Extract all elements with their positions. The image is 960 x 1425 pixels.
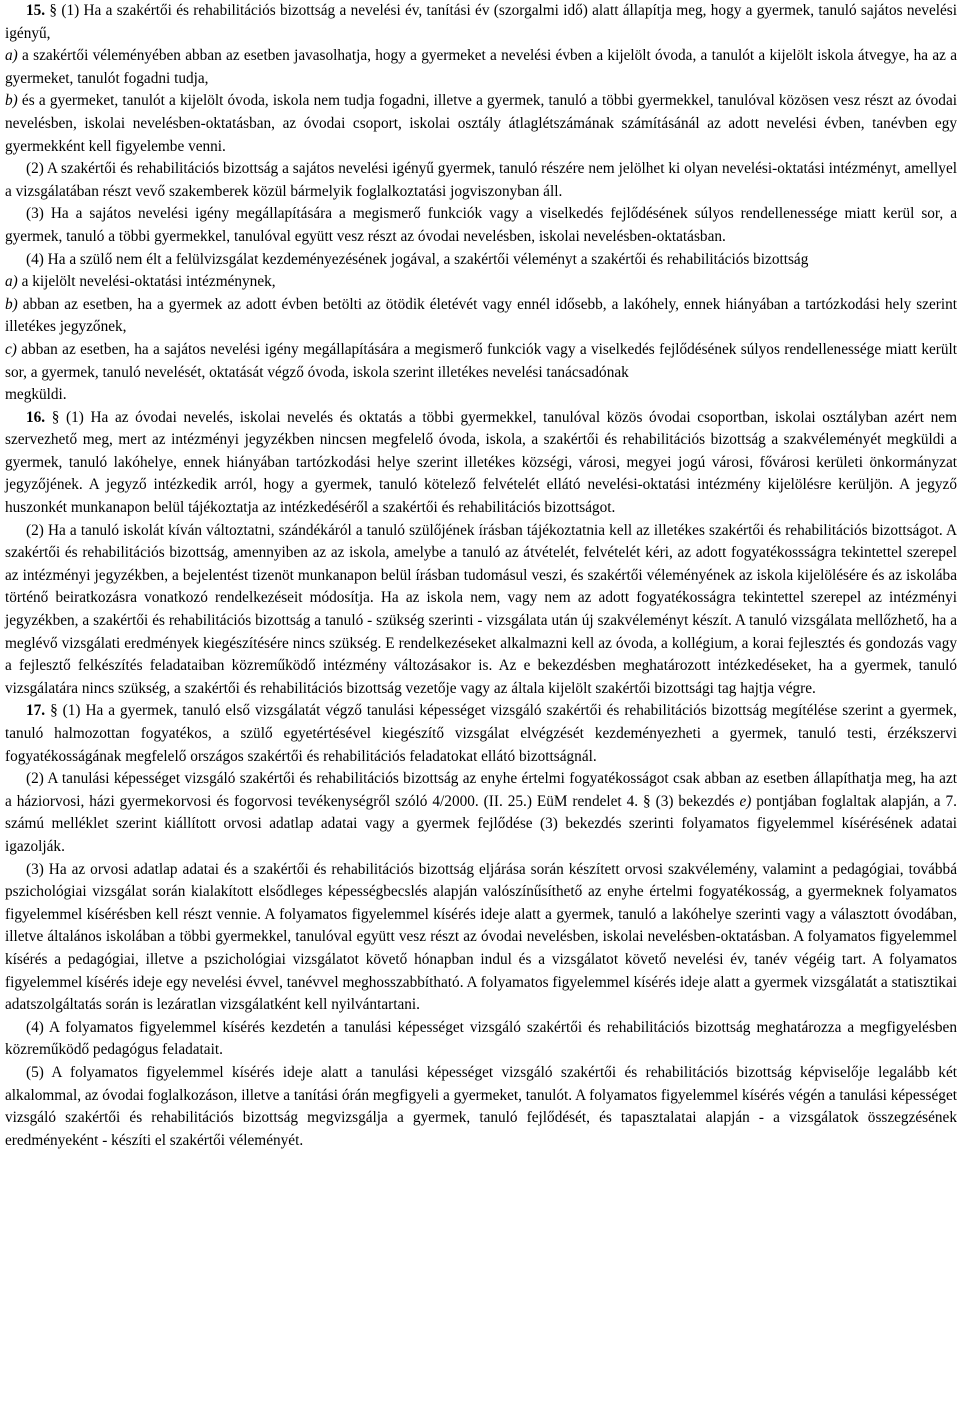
s16-paragraph-1 xyxy=(5,407,957,520)
s15-point-a-text: a szakértői véleményében abban az esetben javasolhatja, hogy a gyermeket a nevelési évben a kijelölt óvoda, a tanulót a kijelölt iskola átvegye, ha az a gyermeket, tanulót fogadni tudja, xyxy=(5,47,957,87)
s15-p4-point-c xyxy=(5,339,957,384)
s15-point-b-mark: b) xyxy=(5,92,18,110)
s15-paragraph-4: (4) Ha a szülő nem élt a felülvizsgálat kezdeményezésének jogával, a szakértői véleményt a szakértői és rehabilitációs bizottság xyxy=(26,250,809,268)
s15-p4-point-b-text: abban az esetben, ha a gyermek az adott évben betölti az ötödik életévét vagy ennél idősebb, a lakóhely, ennek hiányában a tartózkodási hely szerint illetékes jegyzőnek, xyxy=(5,295,957,336)
s17-p2-text-post: pontjában foglaltak alapján, a 7. számú melléklet szerint kiállított orvosi adatlap adatai vagy a gyermek fejlődése (3) bekezdés szerinti folyamatos figyelemmel kísérésének adatai igazolják. xyxy=(5,792,958,855)
s15-point-a xyxy=(5,45,957,90)
s15-p4-point-a-mark: a) xyxy=(5,273,18,291)
s17-p1-text: § (1) Ha a gyermek, tanuló első vizsgálatát végző tanulási képességet vizsgáló szakértői és rehabilitációs bizottság megítélése szerint a gyermek, tanuló halmozottan fogyatékos, a szülő egyetértésével kiegészítő vizsgálat elvégzését kezdeményezheti a gyermek, tanuló testi, érzékszervi fogyatékosságának megfelelő országos szakértői és rehabilitációs feladatokat ellátó bizottságnál. xyxy=(5,702,957,765)
s15-point-a-mark: a) xyxy=(5,47,18,65)
s15-p1-text: § (1) Ha a szakértői és rehabilitációs bizottság a nevelési év, tanítási év (szorgalmi idő) alatt állapítja meg, hogy a gyermek, tanuló sajátos nevelési igényű, xyxy=(5,2,957,42)
s17-paragraph-5: (5) A folyamatos figyelemmel kísérés ideje alatt a tanulási képességet vizsgáló szakértői és rehabilitációs bizottság képviselője legalább két alkalommal, az óvodai foglalkozáson, illetve a tanítási órán megfigyeli a gyermeket, tanulót. A folyamatos figyelemmel kísérés végén a tanulási képességet vizsgáló szakértői és rehabilitációs bizottság megvizsgálja a gyermek, tanuló fejlődését, és tapasztalatai alapján - a vizsgálatok összegzésének eredményeként - készíti el szakértői véleményét. xyxy=(5,1063,957,1149)
s17-p2-text-pre: (2) A tanulási képességet vizsgáló szakértői és rehabilitációs bizottság az enyhe értelmi fogyatékosságot csak abban az esetben állapíthatja meg, ha azt a háziorvosi, házi gyermekorvosi és fogorvosi tevékenységről szóló 4/2000. (II. 25.) EüM rendelet 4. § (3) bekezdés xyxy=(5,770,957,810)
s17-p2-point-e: e) xyxy=(739,792,752,810)
s17-paragraph-2 xyxy=(5,768,957,858)
s17-paragraph-4: (4) A folyamatos figyelemmel kísérés kezdetén a tanulási képességet vizsgáló szakértői és rehabilitációs bizottság meghatározza a megfigyelésben közreműködő pedagógus feladatait. xyxy=(5,1018,957,1059)
s15-p4-point-c-text: abban az esetben, ha a sajátos nevelési igény megállapítására a megismerő funkciók vagy a viselkedés fejlődésének súlyos rendellenessége miatt került sor, a gyermek, tanuló nevelését, oktatását végző óvoda, iskola szerint illetékes nevelési tanácsadónak xyxy=(5,340,957,381)
s15-p4-point-b xyxy=(5,294,957,339)
s15-paragraph-2: (2) A szakértői és rehabilitációs bizottság a sajátos nevelési igényű gyermek, tanuló részére nem jelölhet ki olyan nevelési-oktatási intézményt, amellyel a vizsgálatában részt vevő szakemberek közül bármelyik foglalkoztatási jogviszonyban áll. xyxy=(5,160,957,200)
s15-point-b xyxy=(5,90,957,158)
s15-point-b-text: és a gyermeket, tanulót a kijelölt óvoda, iskola nem tudja fogadni, illetve a gyermek, tanuló a többi gyermekkel, tanulóval közösen vesz részt az óvodai nevelésben, iskolai nevelésben-oktatásban, az óvodai csoport, iskolai osztály átlaglétszámának számításánál az adott nevelési évben, tanévben egy gyermekként kell figyelembe venni. xyxy=(5,92,957,155)
s15-paragraph-3: (3) Ha a sajátos nevelési igény megállapítására a megismerő funkciók vagy a viselkedés fejlődésének súlyos rendellenessége miatt kerül sor, a gyermek, tanuló a többi gyermekkel, tanulóval együtt vesz részt az óvodai nevelésben, iskolai nevelésben-oktatásban. xyxy=(5,205,957,245)
s17-paragraph-3: (3) Ha az orvosi adatlap adatai és a szakértői és rehabilitációs bizottság eljárása során készített orvosi szakvélemény, valamint a pedagógiai, továbbá pszichológiai vizsgálat során kialakított elsődleges képességbecslés alapján valószínűsíthető az enyhe értelmi fogyatékosság, a gyermeknek folyamatos figyelemmel kísérésben kell részt vennie. A folyamatos figyelemmel kísérés ideje alatt a gyermek, tanuló a lakóhelye szerinti vagy a választott óvodában, illetve általános iskolában a többi gyermekkel, tanulóval együtt vesz részt az óvodai nevelésben, iskolai nevelésben-oktatásban. A folyamatos figyelemmel kísérés a pedagógiai, illetve a pszichológiai vizsgálatot követő hónapban indul és a vizsgálatot követő nevelési év, tanév végéig tart. A folyamatos figyelemmel kísérés ideje egy nevelési évvel, tanévvel meghosszabbítható. A folyamatos figyelemmel kísérés ideje alatt a gyermek vizsgálatát a statisztikai adatszolgáltatás során is lezáratlan vizsgálatként kell nyilvántartani. xyxy=(5,860,957,1014)
s15-p4-point-a xyxy=(5,271,957,294)
s15-p4-point-c-mark: c) xyxy=(5,340,17,358)
s15-p4-closing: megküldi. xyxy=(5,386,67,404)
s15-p4-point-a-text: a kijelölt nevelési-oktatási intézménynek, xyxy=(17,273,276,291)
s16-p1-text: § (1) Ha az óvodai nevelés, iskolai nevelés és oktatás a többi gyermekkel, tanulóval közös óvodai csoportban, iskolai osztályban azért nem szervezhető meg, mert az intézményi jegyzékben nincsen megfelelő óvoda, iskola, a szakértői és rehabilitációs bizottság a szakvéleményét megküldi a gyermek, tanuló lakóhelye, ennek hiányában tartózkodási helye szerint illetékes községi, városi, megyei jogú városi, fővárosi kerületi önkormányzat jegyzőjének. A jegyző intézkedik arról, hogy a gyermek, tanuló kötelező felvételét ellátó nevelési-oktatási intézmény kijelölésre kerüljön. A jegyző huszonkét munkanapon belül tájékoztatja az intézkedéséről a szakértői és rehabilitációs bizottságot. xyxy=(5,408,957,517)
s15-paragraph-1 xyxy=(5,0,957,45)
s16-section-number: 16. xyxy=(26,408,46,426)
s16-paragraph-2: (2) Ha a tanuló iskolát kíván változtatni, szándékáról a tanuló szülőjének írásban tájékoztatnia kell az illetékes szakértői és rehabilitációs bizottságot. A szakértői és rehabilitációs bizottság, amennyiben az az iskola, amelybe a tanuló az átvételét, felvételét kéri, az adott fogyatékossságra tekintettel szerepel az intézményi jegyzékben, a bejelentést tizenöt munkanapon belül írásban tudomásul veszi, és szakértői véleményének az iskola kijelölésére és az iskolába történő beiratkozásra vonatkozó rendelkezéseit módosítja. Ha az iskola nem, vagy nem az adott fogyatékosságra tekintettel szerepel az intézményi jegyzékben, a szakértői és rehabilitációs bizottság a tanuló - szükség szerinti - vizsgálata után új szakvéleményt készít. A tanuló vizsgálata mellőzhető, ha a meglévő vizsgálati eredmények kiegészítésére nincs szükség. E rendelkezéseket alkalmazni kell az óvoda, a kollégium, a korai fejlesztés és gondozás vagy a fejlesztő felkészítés feladataiban közreműködő intézmény változásakor is. Az e bekezdésben meghatározott intézkedéseket, ha a gyermek, tanuló vizsgálatára nincs szükség, a szakértői és rehabilitációs bizottság vezetője vagy az általa kijelölt szakértői bizottsági tag hajtja végre. xyxy=(5,521,957,697)
s15-section-number: 15. xyxy=(26,2,46,19)
s17-section-number: 17. xyxy=(26,702,46,720)
s17-paragraph-1 xyxy=(5,700,957,768)
s15-p4-point-b-mark: b) xyxy=(5,295,18,313)
document-page xyxy=(5,0,957,1152)
